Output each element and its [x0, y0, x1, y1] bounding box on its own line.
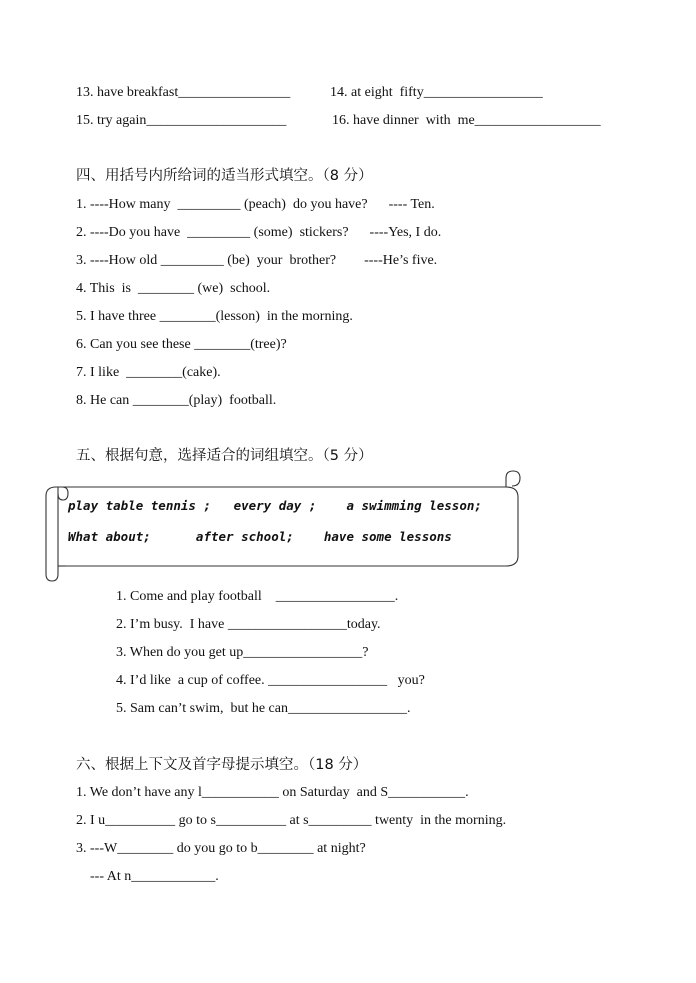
fill-item-4-3: 3. ----How old _________ (be) your brother? ----He’s five.: [76, 253, 438, 268]
fill-item-5-4: 4. I’d like a cup of coffee. _________________ you?: [116, 673, 425, 688]
exercise-item-16: 16. have dinner with me__________________: [332, 113, 601, 128]
fill-item-4-5: 5. I have three ________(lesson) in the morning.: [76, 309, 353, 324]
fill-item-5-3: 3. When do you get up_________________?: [116, 645, 369, 660]
fill-item-4-8: 8. He can ________(play) football.: [76, 393, 277, 408]
fill-item-4-2: 2. ----Do you have _________ (some) stickers? ----Yes, I do.: [76, 225, 442, 240]
fill-item-4-7: 7. I like ________(cake).: [76, 365, 221, 380]
fill-item-4-6: 6. Can you see these ________(tree)?: [76, 337, 287, 352]
fill-item-4-4: 4. This is ________ (we) school.: [76, 281, 271, 296]
fill-item-5-1: 1. Come and play football _________________.: [116, 589, 399, 604]
fill-item-6-1: 1. We don’t have any l___________ on Saturday and S___________.: [76, 785, 469, 800]
section-heading-5: 五、根据句意，选择适合的词组填空。（5 分）: [76, 448, 373, 464]
section-heading-4: 四、用括号内所给词的适当形式填空。（8 分）: [76, 168, 373, 184]
fill-item-5-5: 5. Sam can’t swim, but he can_________________.: [116, 701, 411, 716]
exercise-item-13: 13. have breakfast________________: [76, 85, 291, 100]
phrase-options-line2: What about; after school; have some lessons: [68, 529, 452, 544]
exercise-item-15: 15. try again____________________: [76, 113, 287, 128]
fill-item-6-3-answer: --- At n____________.: [76, 869, 219, 884]
fill-item-6-2: 2. I u__________ go to s__________ at s_________ twenty in the morning.: [76, 813, 507, 828]
exercise-item-14: 14. at eight fifty_________________: [330, 85, 543, 100]
fill-item-5-2: 2. I’m busy. I have _________________today.: [116, 617, 381, 632]
fill-item-4-1: 1. ----How many _________ (peach) do you have? ---- Ten.: [76, 197, 435, 212]
phrase-options-line1: play table tennis ; every day ; a swimming lesson;: [68, 498, 482, 513]
fill-item-6-3: 3. ---W________ do you go to b________ at night?: [76, 841, 366, 856]
section-heading-6: 六、根据上下文及首字母提示填空。（18 分）: [76, 757, 368, 773]
